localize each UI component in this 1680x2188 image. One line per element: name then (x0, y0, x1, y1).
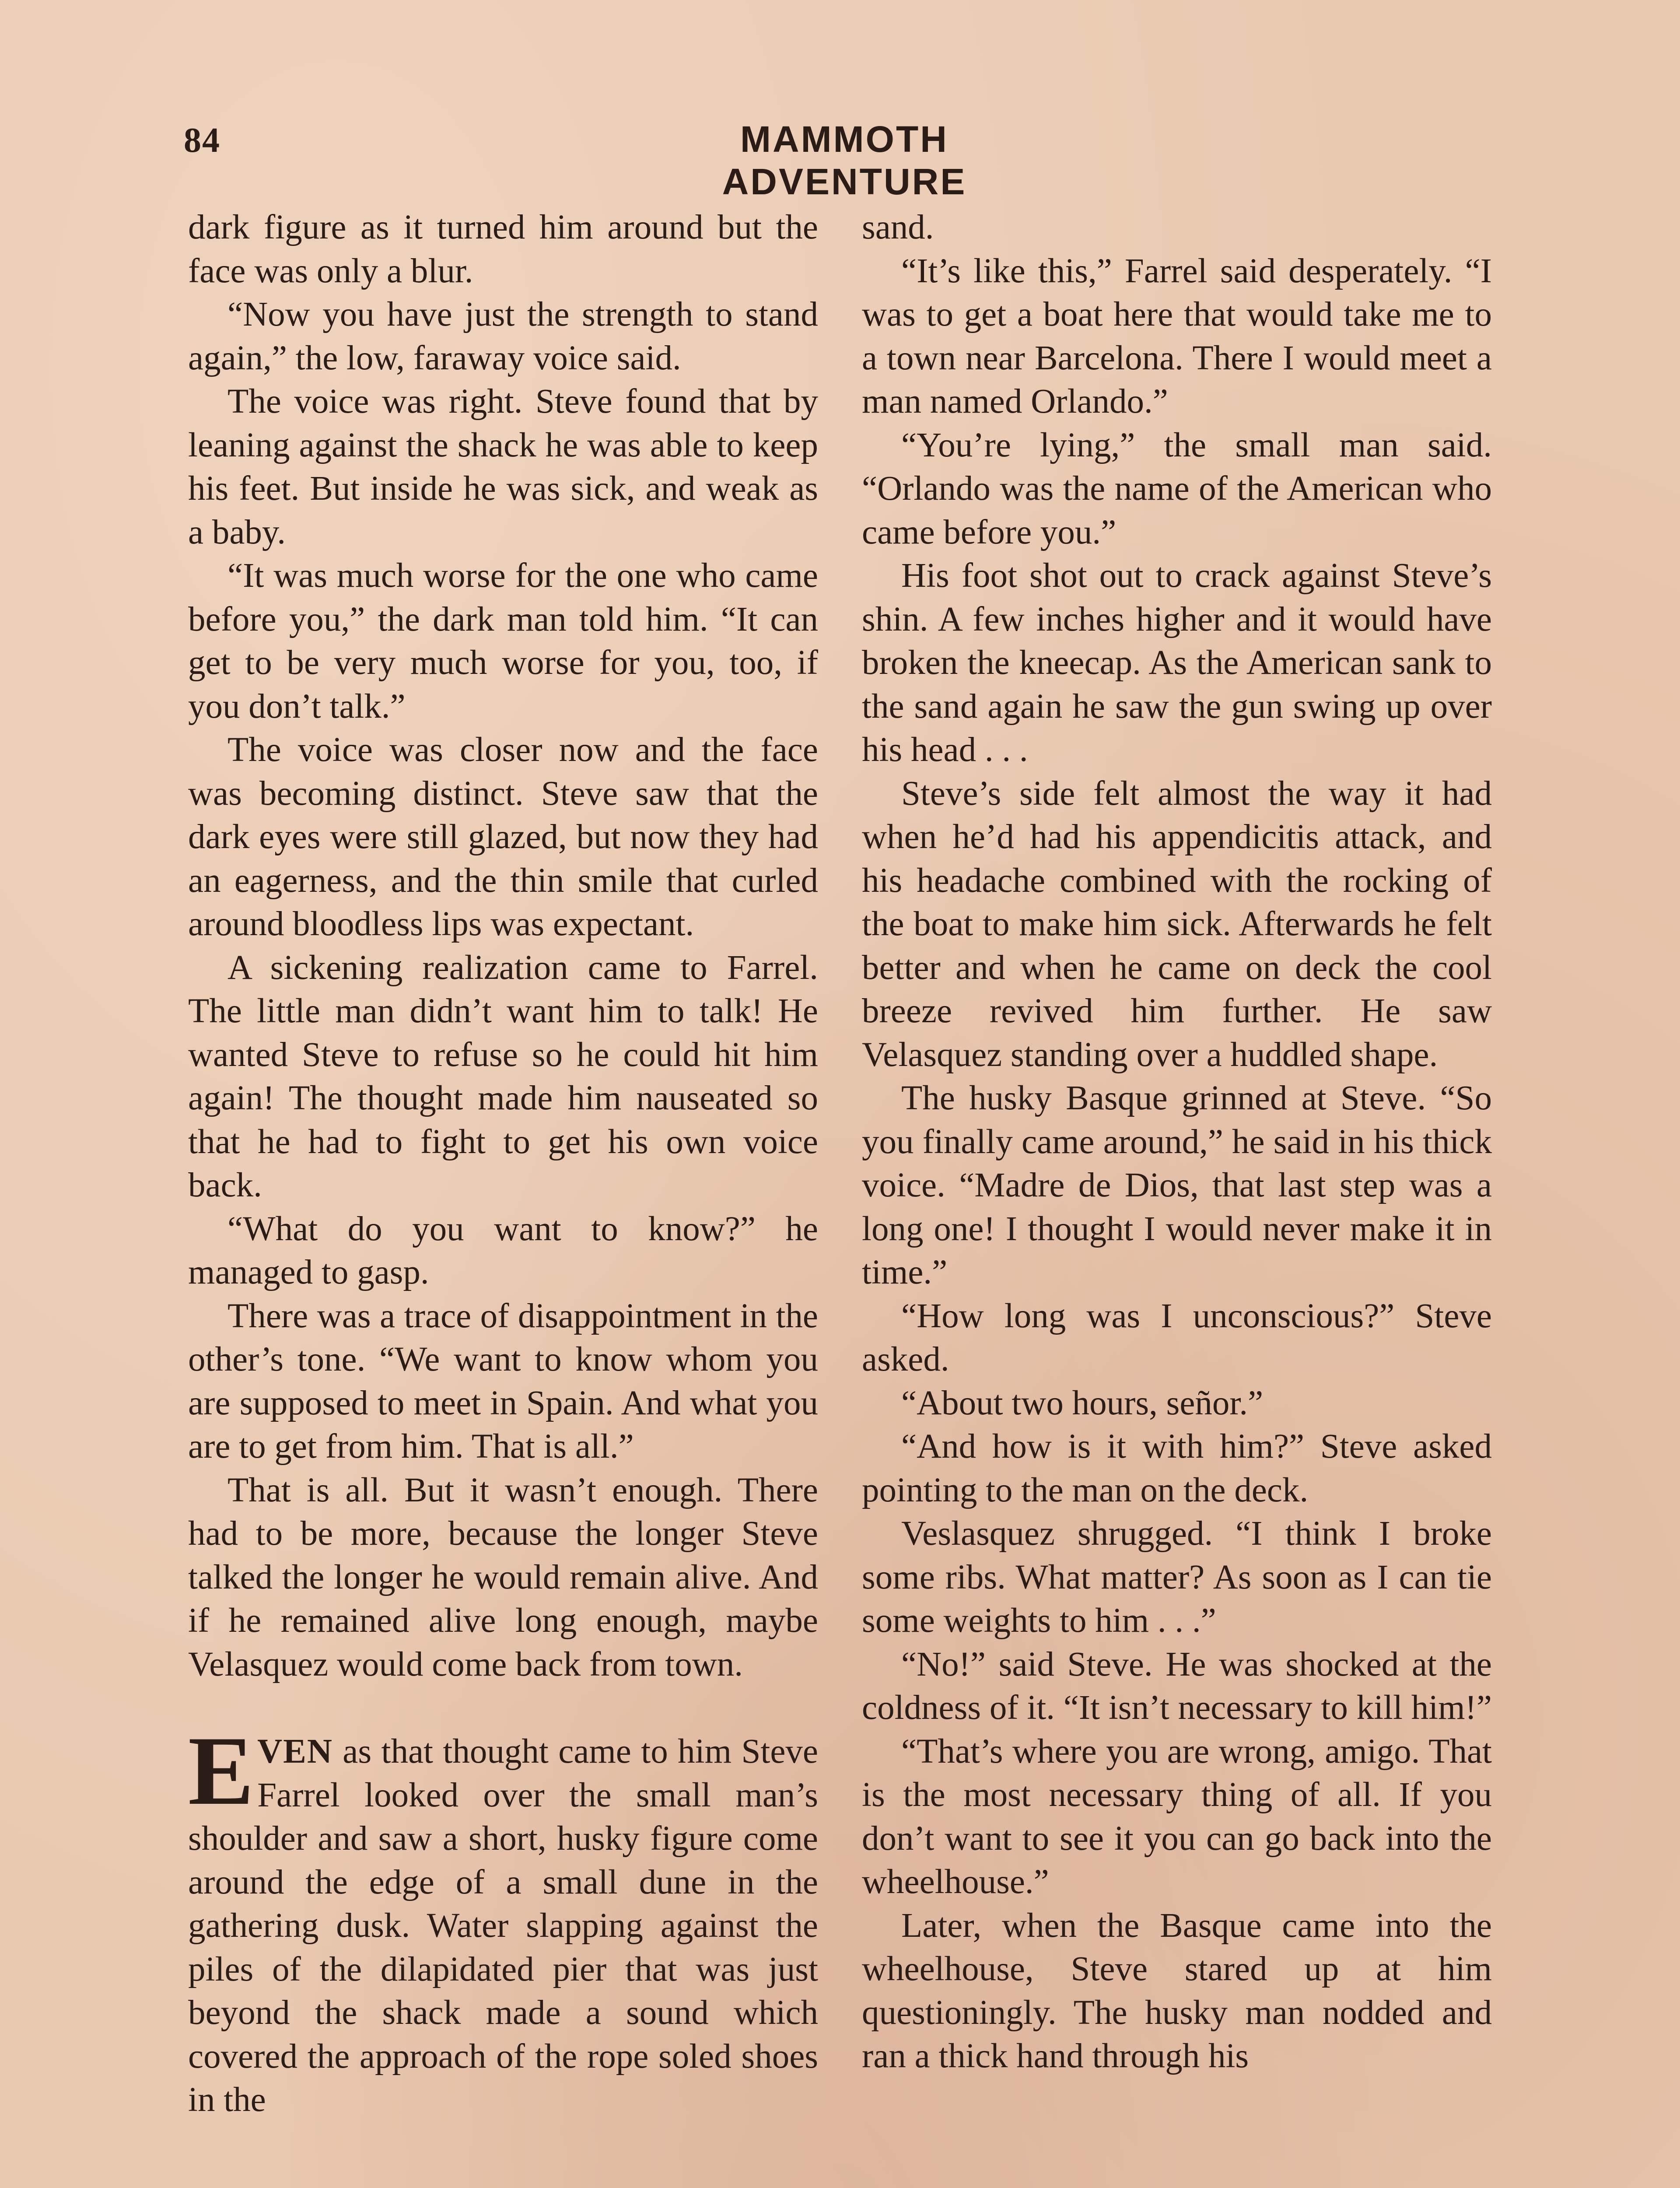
right-column (862, 206, 1492, 2078)
page-number: 84 (184, 121, 220, 160)
paragraph: “What do you want to know?” he managed to gasp. (188, 1210, 818, 1291)
paragraph: His foot shot out to crack against Steve’s shin. A few inches higher and it would have broken the kneecap. As the American sank to the sand again he saw the gun swing up over his head . . . (862, 557, 1492, 769)
paragraph: “No!” said Steve. He was shocked at the coldness of it. “It isn’t necessary to kill him!” (862, 1645, 1492, 1727)
paragraph: “That’s where you are wrong, amigo. That is the most necessary thing of all. If you don’t want to see it you can go back into the wheelhouse.” (862, 1732, 1492, 1901)
paragraph: “And how is it with him?” Steve asked pointing to the man on the deck. (862, 1427, 1492, 1509)
paragraph: “Now you have just the strength to stand again,” the low, faraway voice said. (188, 295, 818, 377)
paragraph: The voice was right. Steve found that by leaning against the shack he was able to keep his feet. But inside he was sick, and weak as a baby. (188, 382, 818, 551)
paragraph: sand. (862, 208, 934, 246)
paragraph: Veslasquez shrugged. “I think I broke some ribs. What matter? As soon as I can tie some weights to him . . .” (862, 1515, 1492, 1640)
paragraph: That is all. But it wasn’t enough. There had to be more, because the longer Steve talked the longer he would remain alive. And if he remained alive long enough, maybe Velasquez would come back from town. (188, 1471, 818, 1683)
paragraph: “It’s like this,” Farrel said desperately. “I was to get a boat here that would take me to a town near Barcelona. There I would meet a man named Orlando.” (862, 252, 1492, 421)
paragraph: Steve’s side felt almost the way it had when he’d had his appendicitis attack, and his headache combined with the rocking of the boat to make him sick. Afterwards he felt better and when he came on deck the cool breeze revived him further. He saw Velasquez standing over a huddled shape. (862, 774, 1492, 1074)
paragraph: “How long was I unconscious?” Steve asked. (862, 1297, 1492, 1378)
paragraph: A sickening realization came to Farrel. The little man didn’t want him to talk! He wanted Steve to refuse so he could hit him again! The thought made him nauseated so that he had to fight to get his own voice back. (188, 948, 818, 1204)
section-text: as that thought came to him Steve Farrel looked over the small man’s shoulder and saw a short, husky figure come around the edge of a small dune in the gathering dusk. Water slapping against the piles of the dilapidated pier that was just beyond the shack made a sound which covered the approach of the rope soled shoes in the (188, 1732, 818, 2119)
paragraph: “You’re lying,” the small man said. “Orlando was the name of the American who came before you.” (862, 426, 1492, 551)
paragraph: dark figure as it turned him around but the face was only a blur. (188, 208, 818, 290)
lead-word: VEN (257, 1732, 333, 1771)
drop-cap: E (188, 1716, 254, 1825)
paragraph: The voice was closer now and the face was becoming distinct. Steve saw that the dark eyes were still glazed, but now they had an eagerness, and the thin smile that curled around bloodless lips was expectant. (188, 731, 818, 943)
paragraph: There was a trace of disappointment in the other’s tone. “We want to know whom you are supposed to meet in Spain. And what you are to get from him. That is all.” (188, 1297, 818, 1466)
paragraph: “It was much worse for the one who came before you,” the dark man told him. “It can get to be very much worse for you, too, if you don’t talk.” (188, 557, 818, 726)
paragraph: “About two hours, señor.” (901, 1384, 1264, 1422)
left-column (188, 206, 818, 2122)
paragraph: Later, when the Basque came into the wheelhouse, Steve stared up at him questioningly. The husky man nodded and ran a thick hand through his (862, 1906, 1492, 2075)
paragraph: The husky Basque grinned at Steve. “So you finally came around,” he said in his thick voice. “Madre de Dios, that last step was a long one! I thought I would never make it in time.” (862, 1079, 1492, 1291)
section-opening-paragraph (188, 1716, 818, 2122)
running-title: MAMMOTH ADVENTURE (722, 119, 967, 202)
